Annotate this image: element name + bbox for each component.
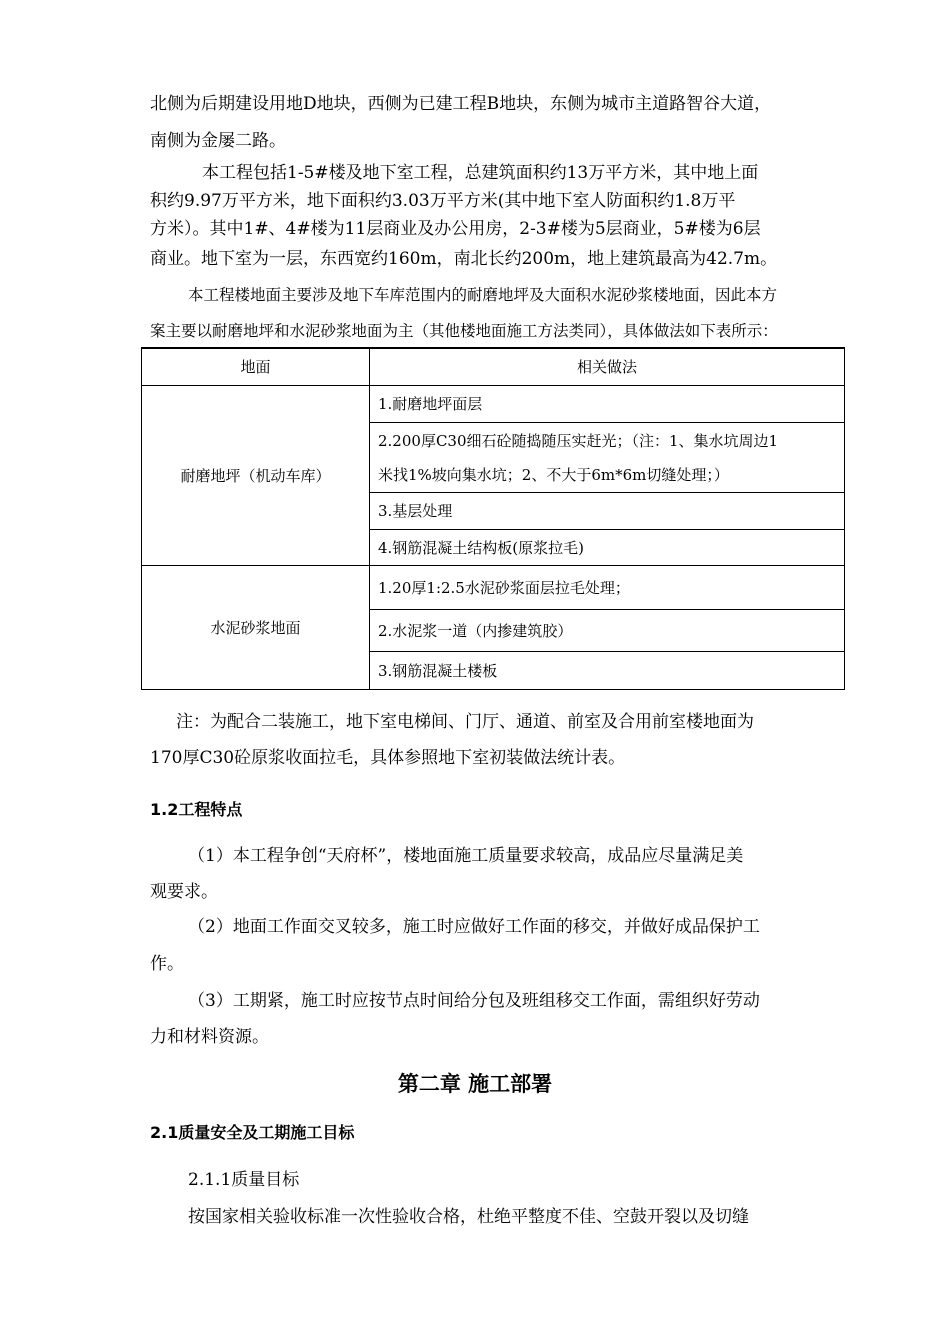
group1-label: 耐磨地坪（机动车库） [142,386,370,566]
intro-line-3: 本工程包括1-5#楼及地下室工程，总建筑面积约13万平方米，其中地上面 [202,163,759,183]
group1-step-2-line-2: 米找1%坡向集水坑；2、不大于6m*6m切缝处理；） [378,465,729,484]
section-2-1-heading: 2.1质量安全及工期施工目标 [150,1123,355,1142]
feature-1-line-2: 观要求。 [150,882,218,902]
table-row [142,386,845,423]
group2-step-3: 3.钢筋混凝土楼板 [370,652,845,690]
chapter-title: 第二章 施工部署 [397,1072,553,1096]
header-method: 相关做法 [370,348,845,386]
intro-line-2: 南侧为金屡二路。 [150,131,286,151]
intro-line-1: 北侧为后期建设用地D地块，西侧为已建工程B地块，东侧为城市主道路智谷大道， [150,94,772,114]
intro-line-5: 方米）。其中1#、4#楼为11层商业及办公用房，2-3#楼为5层商业，5#楼为6层 [150,219,761,239]
feature-3-line-2: 力和材料资源。 [150,1027,269,1047]
section-2-1-1-heading: 2.1.1质量目标 [188,1170,300,1190]
feature-3-line-1: （3）工期紧，施工时应按节点时间给分包及班组移交工作面，需组织好劳动 [188,991,760,1011]
group1-step-2-line-1: 2.200厚C30细石砼随捣随压实赶光；（注：1、集水坑周边1 [378,431,779,450]
group2-step-1: 1.20厚1:2.5水泥砂浆面层拉毛处理； [370,566,845,610]
table-header-row [142,348,845,386]
quality-target-text: 按国家相关验收标准一次性验收合格，杜绝平整度不佳、空鼓开裂以及切缝 [188,1207,749,1227]
table-row [142,566,845,610]
header-floor: 地面 [142,348,370,386]
feature-2-line-2: 作。 [150,954,184,974]
note-line-2: 170厚C30砼原浆收面拉毛，具体参照地下室初装做法统计表。 [150,748,626,768]
floor-method-table [141,347,845,690]
group1-step-4: 4.钢筋混凝土结构板(原浆拉毛) [370,530,845,566]
group1-step-3: 3.基层处理 [370,493,845,530]
intro-line-6: 商业。地下室为一层，东西宽约160m，南北长约200m，地上建筑最高为42.7m。 [150,249,778,269]
group1-step-2 [370,423,845,493]
group1-step-1: 1.耐磨地坪面层 [370,386,845,423]
group2-label: 水泥砂浆地面 [142,566,370,690]
feature-1-line-1: （1）本工程争创“天府杯”，楼地面施工质量要求较高，成品应尽量满足美 [188,846,744,866]
feature-2-line-1: （2）地面工作面交叉较多，施工时应做好工作面的移交，并做好成品保护工 [188,917,760,937]
intro-line-8: 案主要以耐磨地坪和水泥砂浆地面为主（其他楼地面施工方法类同），具体做法如下表所示： [150,322,778,340]
section-1-2-heading: 1.2工程特点 [150,800,243,819]
intro-line-7: 本工程楼地面主要涉及地下车库范围内的耐磨地坪及大面积水泥砂浆楼地面，因此本方 [188,286,778,304]
intro-line-4: 积约9.97万平方米，地下面积约3.03万平方米(其中地下室人防面积约1.8万平 [150,191,736,211]
note-line-1: 注：为配合二装施工，地下室电梯间、门厅、通道、前室及合用前室楼地面为 [176,712,754,732]
group2-step-2: 2.水泥浆一道（内掺建筑胶） [370,610,845,652]
